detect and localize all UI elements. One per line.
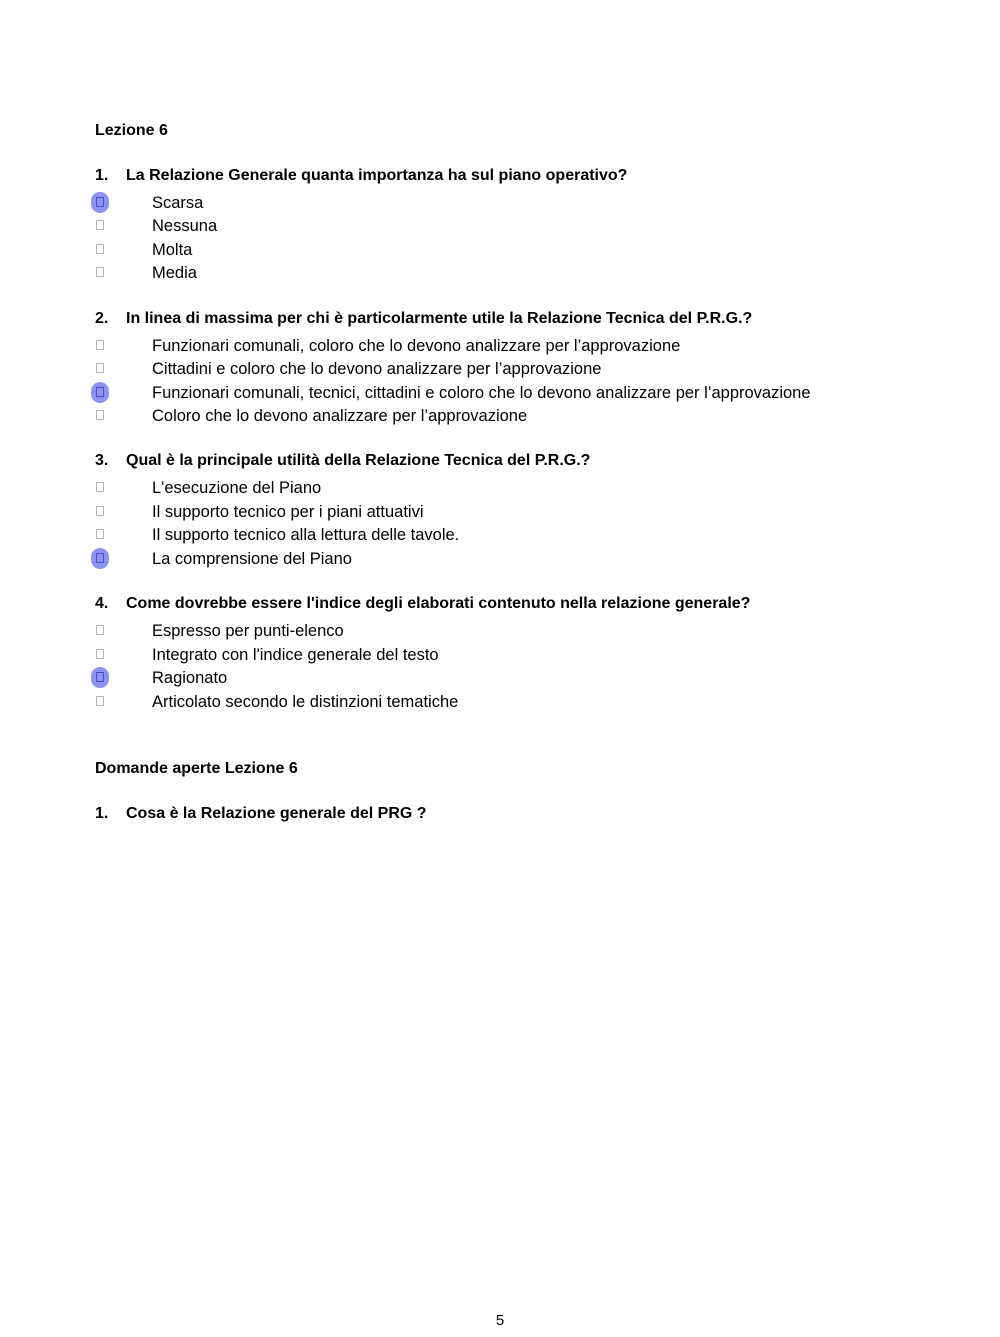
option-label: L'esecuzione del Piano [152, 479, 322, 497]
option-label: Cittadini e coloro che lo devono analizzare per l’approvazione [152, 360, 602, 378]
checkbox-icon[interactable] [96, 529, 104, 539]
checkbox-icon[interactable] [96, 482, 104, 492]
checkbox-icon[interactable] [96, 672, 104, 682]
option-label: La comprensione del Piano [152, 550, 352, 568]
question-4 [95, 594, 750, 614]
question-3 [95, 451, 590, 471]
option-label: Funzionari comunali, tecnici, cittadini e coloro che lo devono analizzare per l’approvazione [152, 384, 811, 402]
checkbox-icon[interactable] [96, 340, 104, 350]
checkbox-icon[interactable] [96, 387, 104, 397]
question-text: La Relazione Generale quanta importanza ha sul piano operativo? [126, 167, 628, 184]
checkbox-icon[interactable] [96, 553, 104, 563]
checkbox-icon[interactable] [96, 220, 104, 230]
question-text: Cosa è la Relazione generale del PRG ? [126, 805, 427, 822]
checkbox-icon[interactable] [96, 625, 104, 635]
option-label: Il supporto tecnico alla lettura delle tavole. [152, 526, 460, 544]
question-text: Come dovrebbe essere l'indice degli elaborati contenuto nella relazione generale? [126, 595, 751, 612]
checkbox-icon[interactable] [96, 506, 104, 516]
question-number: 1. [95, 167, 109, 184]
open-section-title: Domande aperte Lezione 6 [95, 760, 298, 777]
checkbox-icon[interactable] [96, 410, 104, 420]
question-text: In linea di massima per chi è particolarmente utile la Relazione Tecnica del P.R.G.? [126, 310, 753, 327]
option-label: Il supporto tecnico per i piani attuativi [152, 503, 424, 521]
checkbox-icon[interactable] [96, 244, 104, 254]
page-number: 5 [495, 1312, 505, 1329]
question-number: 1. [95, 805, 109, 822]
question-text: Qual è la principale utilità della Relazione Tecnica del P.R.G.? [126, 452, 591, 469]
checkbox-icon[interactable] [96, 267, 104, 277]
option-label: Molta [152, 241, 193, 259]
lesson-title: Lezione 6 [95, 122, 168, 139]
question-number: 2. [95, 310, 109, 327]
open-question-1 [95, 804, 427, 824]
option-label: Coloro che lo devono analizzare per l’approvazione [152, 407, 528, 425]
checkbox-icon[interactable] [96, 363, 104, 373]
question-number: 4. [95, 595, 109, 612]
option-label: Scarsa [152, 194, 204, 212]
question-2 [95, 309, 752, 329]
question-number: 3. [95, 452, 109, 469]
option-label: Nessuna [152, 217, 218, 235]
option-label: Espresso per punti-elenco [152, 622, 344, 640]
checkbox-icon[interactable] [96, 649, 104, 659]
option-label: Ragionato [152, 669, 228, 687]
option-label: Media [152, 264, 197, 282]
option-label: Integrato con l'indice generale del testo [152, 646, 439, 664]
checkbox-icon[interactable] [96, 696, 104, 706]
option-label: Funzionari comunali, coloro che lo devono analizzare per l’approvazione [152, 337, 681, 355]
question-1 [95, 166, 627, 186]
checkbox-icon[interactable] [96, 197, 104, 207]
option-label: Articolato secondo le distinzioni tematiche [152, 693, 459, 711]
